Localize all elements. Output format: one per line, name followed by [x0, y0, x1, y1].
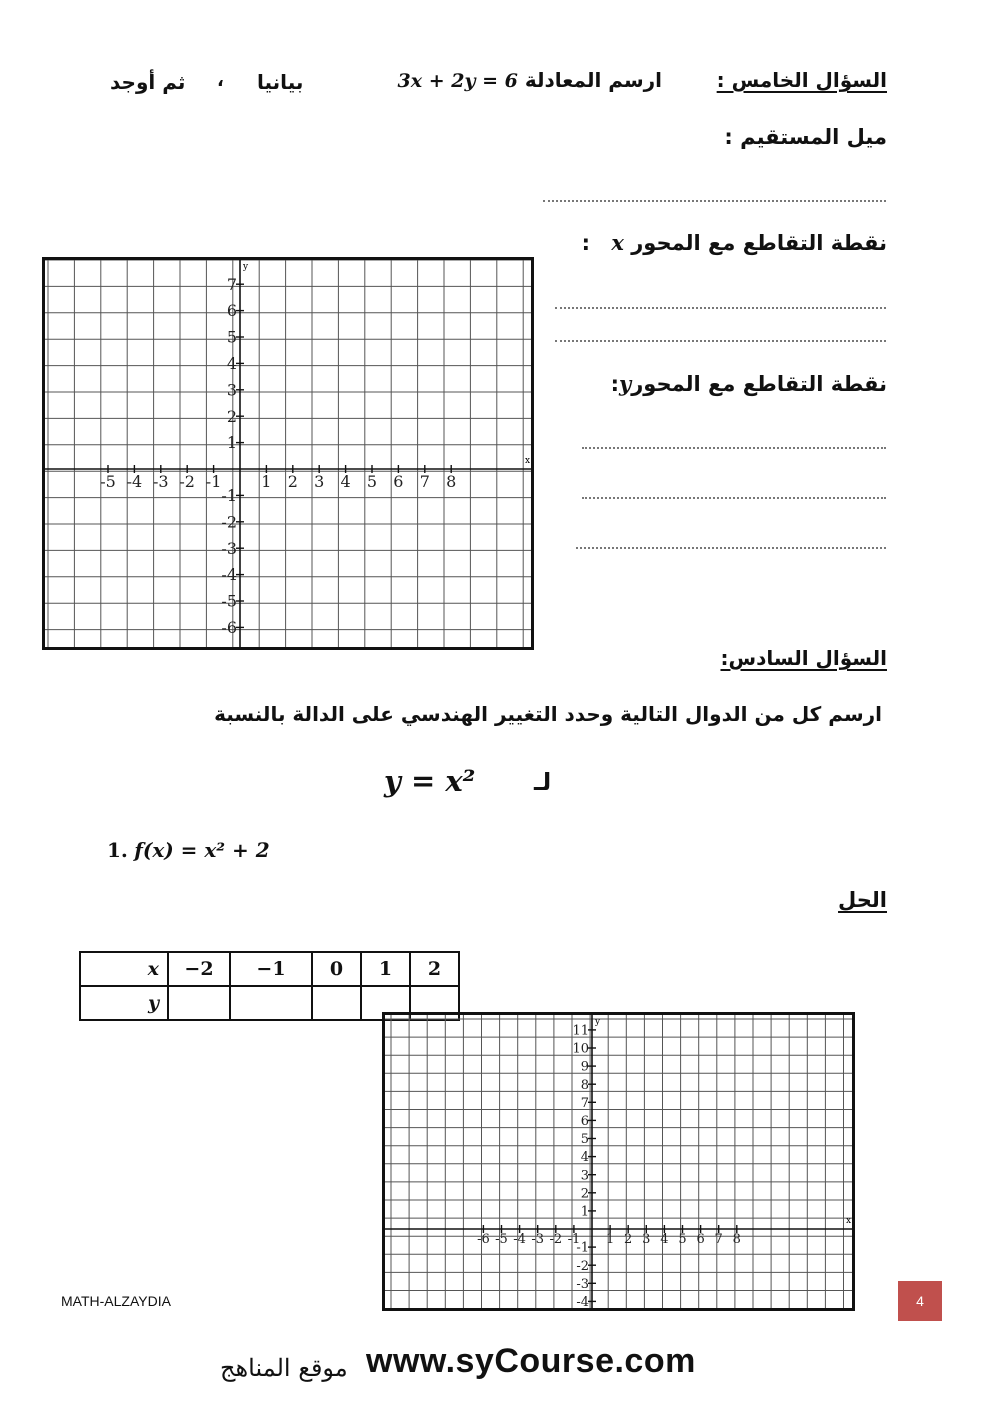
y-intercept-label: [611, 371, 887, 396]
item-1-function: f(x) = x² + 2: [134, 838, 270, 862]
y-tick-label: 1: [226, 433, 237, 453]
table-cell-x-4: 2: [410, 952, 459, 986]
x-tick-label: -1: [567, 1232, 581, 1247]
y-intercept-colon: :: [610, 372, 619, 396]
y-tick-label: -4: [221, 565, 237, 585]
x-intercept-text: نقطة التقاطع مع المحور: [631, 231, 887, 255]
x-tick-label: 7: [419, 472, 430, 491]
page-number-badge: 4: [898, 1281, 942, 1321]
x-tick-label: 2: [624, 1232, 633, 1247]
x-tick-label: -5: [495, 1232, 508, 1247]
table-row-x: [80, 952, 459, 986]
y-tick-label: 9: [580, 1059, 589, 1075]
y-tick-label: -3: [576, 1276, 589, 1292]
y-tick-label: -5: [221, 591, 237, 611]
y-tick-label: 10: [572, 1041, 589, 1057]
q5-coordinate-grid[interactable]: [42, 257, 534, 650]
q5-word-graph: بيانيا: [257, 70, 304, 94]
table-header-x: x: [80, 952, 168, 986]
x-tick-label: 1: [605, 1232, 615, 1247]
x-tick-label: -4: [126, 472, 143, 491]
x-tick-label: 7: [714, 1232, 723, 1247]
footer-left-text: MATH-ALZAYDIA: [61, 1293, 171, 1309]
y-tick-label: 8: [580, 1077, 589, 1093]
y-tick-label: 2: [226, 406, 237, 426]
x-tick-label: -1: [205, 472, 222, 491]
y-tick-label: 5: [580, 1132, 589, 1148]
x-tick-label: 6: [393, 472, 404, 491]
table-cell-x-2: 0: [312, 952, 361, 986]
y-tick-label: -2: [576, 1258, 589, 1274]
y-tick-label: 6: [580, 1113, 589, 1129]
y-tick-label: 3: [580, 1168, 589, 1184]
y-tick-label: 3: [226, 380, 237, 400]
q5-title: السؤال الخامس :: [716, 68, 887, 92]
x-tick-label: 8: [446, 472, 457, 491]
y-tick-label: 1: [580, 1204, 589, 1220]
x-tick-label: -2: [179, 472, 195, 491]
y-tick-label: 2: [580, 1186, 589, 1202]
q5-equation: 3x + 2y = 6: [397, 70, 518, 92]
y-tick-label: 5: [226, 327, 237, 347]
x-tick-label: -3: [153, 472, 169, 491]
table-cell-y-0[interactable]: [168, 986, 230, 1020]
item-1: [107, 838, 270, 862]
x-tick-label: 4: [340, 472, 351, 491]
watermark: [220, 1340, 780, 1390]
x-intercept-var: x: [611, 230, 624, 255]
x-intercept-colon: :: [581, 231, 591, 255]
y-intercept-answer-line-3[interactable]: [576, 547, 886, 549]
x-tick-label: 6: [696, 1232, 705, 1247]
x-intercept-answer-line-1[interactable]: [555, 307, 886, 309]
y-tick-label: 4: [226, 354, 237, 373]
watermark-arabic: موقع المناهج: [220, 1354, 348, 1382]
q6-instruction: ارسم كل من الدوال التالية وحدد التغيير الهندسي على الدالة بالنسبة: [214, 702, 882, 726]
table-cell-x-0: −2: [168, 952, 230, 986]
value-table: [79, 951, 460, 1021]
x-tick-label: 8: [732, 1232, 741, 1247]
y-tick-label: -1: [221, 486, 237, 505]
parent-function: y = x²: [384, 764, 476, 798]
q5-then-find: ثم أوجد: [110, 70, 186, 94]
y-intercept-answer-line-2[interactable]: [582, 497, 886, 499]
x-tick-label: -2: [549, 1232, 563, 1247]
x-tick-label: -4: [513, 1232, 526, 1247]
x-tick-label: 1: [261, 472, 272, 491]
y-tick-label: -4: [576, 1294, 589, 1308]
y-tick-label: -1: [576, 1240, 589, 1256]
slope-answer-line[interactable]: [543, 200, 886, 202]
table-header-y: y: [80, 986, 168, 1020]
y-tick-label: 7: [226, 274, 237, 294]
x-intercept-label: [582, 230, 887, 255]
x-tick-label: -6: [477, 1232, 490, 1247]
table-cell-y-2[interactable]: [312, 986, 361, 1020]
y-intercept-text: نقطة التقاطع مع المحور: [631, 372, 887, 396]
x-tick-label: 4: [660, 1232, 669, 1247]
y-tick-label: 11: [572, 1023, 589, 1039]
y-tick-label: 6: [226, 301, 237, 321]
y-tick-label: 7: [580, 1095, 589, 1111]
q6-title: السؤال السادس:: [720, 646, 887, 670]
q5-instruction-text: ارسم المعادلة: [524, 68, 662, 92]
y-intercept-var: y: [618, 371, 632, 396]
y-tick-label: -2: [221, 512, 237, 532]
parent-function-line: [384, 764, 584, 804]
y-axis-name: y: [595, 1017, 601, 1027]
y-intercept-answer-line-1[interactable]: [582, 447, 886, 449]
table-cell-x-1: −1: [230, 952, 312, 986]
x-tick-label: 3: [314, 472, 325, 491]
x-tick-label: -3: [531, 1232, 545, 1247]
item-1-number: 1.: [107, 838, 128, 862]
x-intercept-answer-line-2[interactable]: [555, 340, 886, 342]
watermark-url: www.syCourse.com: [366, 1342, 696, 1380]
x-tick-label: -5: [100, 472, 116, 491]
q5-grid-svg: [45, 260, 531, 647]
x-axis-name: x: [525, 456, 531, 466]
x-tick-label: 5: [678, 1232, 687, 1247]
parent-prefix: لـ: [534, 768, 552, 796]
q5-comma: ،: [217, 70, 224, 91]
y-tick-label: -3: [221, 538, 237, 558]
q6-coordinate-grid[interactable]: [382, 1012, 855, 1311]
q5-instruction: [398, 68, 662, 92]
y-tick-label: -6: [221, 618, 237, 637]
y-axis-name: y: [243, 262, 249, 272]
slope-label: ميل المستقيم :: [724, 125, 887, 149]
x-axis-name: x: [846, 1216, 852, 1226]
x-tick-label: 3: [642, 1232, 651, 1247]
x-tick-label: 5: [366, 472, 378, 491]
q6-grid-svg: [385, 1015, 852, 1308]
x-tick-label: 2: [287, 472, 298, 491]
y-tick-label: 4: [580, 1150, 589, 1166]
solution-label: الحل: [838, 888, 887, 912]
table-cell-y-1[interactable]: [230, 986, 312, 1020]
table-cell-x-3: 1: [361, 952, 410, 986]
